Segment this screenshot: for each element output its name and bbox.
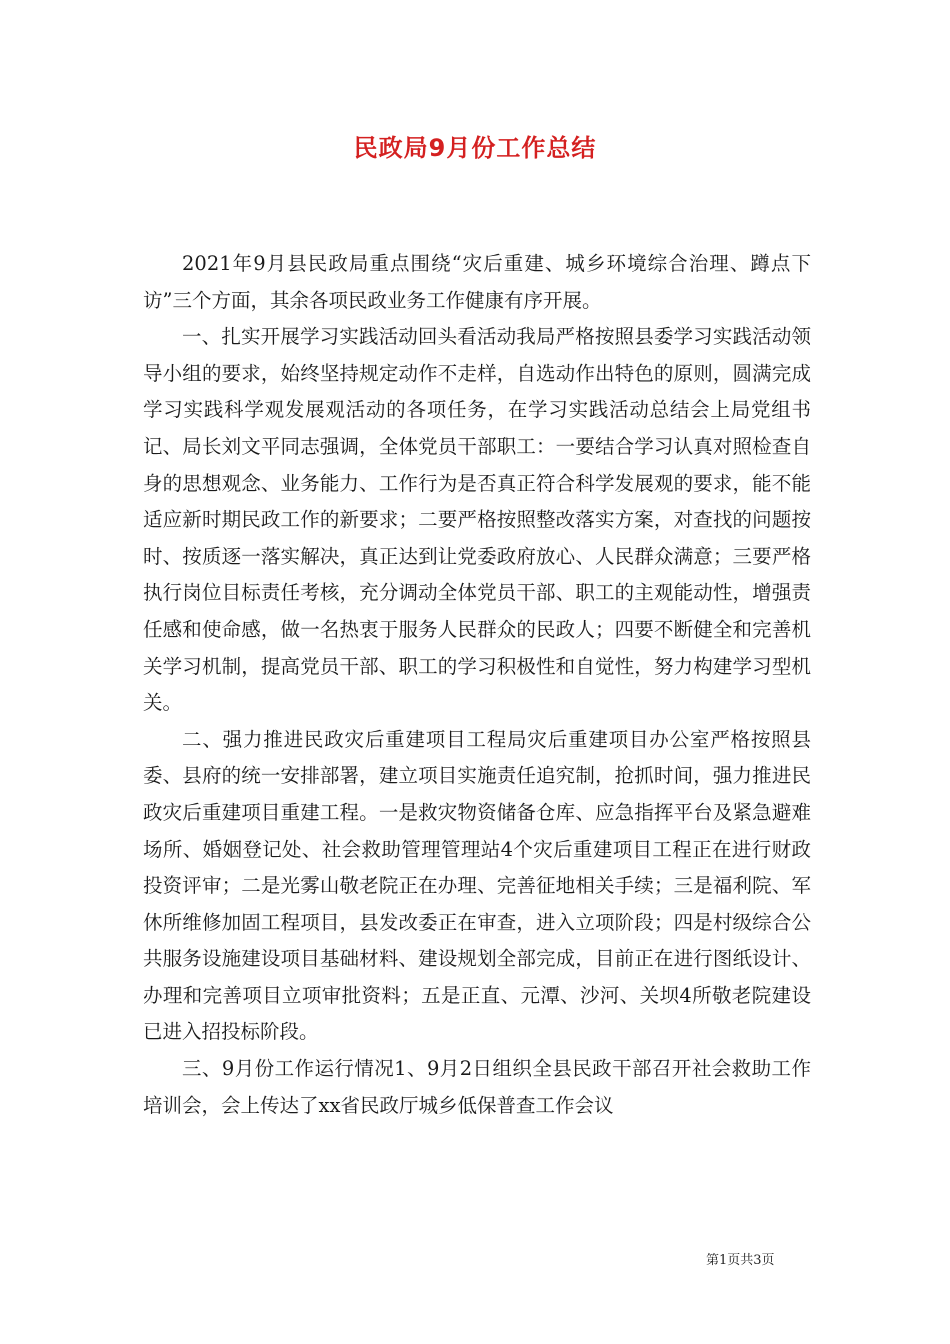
- paragraph-section-2: 二、强力推进民政灾后重建项目工程局灾后重建项目办公室严格按照县委、县府的统一安排部署，建立项目实施责任追究制，抢抓时间，强力推进民政灾后重建项目重建工程。一是救灾物资储备仓库、应急指挥平台及紧急避难场所、婚姻登记处、社会救助管理管理站4个灾后重建项目工程正在进行财政投资评审；二是光雾山敬老院正在办理、完善征地相关手续；三是福利院、军休所维修加固工程项目，县发改委正在审查，进入立项阶段；四是村级综合公共服务设施建设项目基础材料、建设规划全部完成，目前正在进行图纸设计、办理和完善项目立项审批资料；五是正直、元潭、沙河、关坝4所敬老院建设已进入招投标阶段。: [143, 727, 811, 1044]
- paragraph-intro: 2021年9月县民政局重点围绕“灾后重建、城乡环境综合治理、蹲点下访”三个方面，其余各项民政业务工作健康有序开展。: [143, 252, 811, 312]
- page-number-footer: 第1页共3页: [706, 1253, 775, 1268]
- paragraph-section-1: 一、扎实开展学习实践活动回头看活动我局严格按照县委学习实践活动领导小组的要求，始终坚持规定动作不走样，自选动作出特色的原则，圆满完成学习实践科学观发展观活动的各项任务，在学习实践活动总结会上局党组书记、局长刘文平同志强调，全体党员干部职工：一要结合学习认真对照检查自身的思想观念、业务能力、工作行为是否真正符合科学发展观的要求，能不能适应新时期民政工作的新要求；二要严格按照整改落实方案，对查找的问题按时、按质逐一落实解决，真正达到让党委政府放心、人民群众满意；三要严格执行岗位目标责任考核，充分调动全体党员干部、职工的主观能动性，增强责任感和使命感，做一名热衷于服务人民群众的民政人；四要不断健全和完善机关学习机制，提高党员干部、职工的学习积极性和自觉性，努力构建学习型机关。: [143, 325, 811, 715]
- document-title: 民政局9月份工作总结: [353, 134, 597, 162]
- document-body: [143, 246, 811, 1124]
- paragraph-section-3: 三、9月份工作运行情况1、9月2日组织全县民政干部召开社会救助工作培训会，会上传达了xx省民政厅城乡低保普查工作会议: [143, 1057, 811, 1117]
